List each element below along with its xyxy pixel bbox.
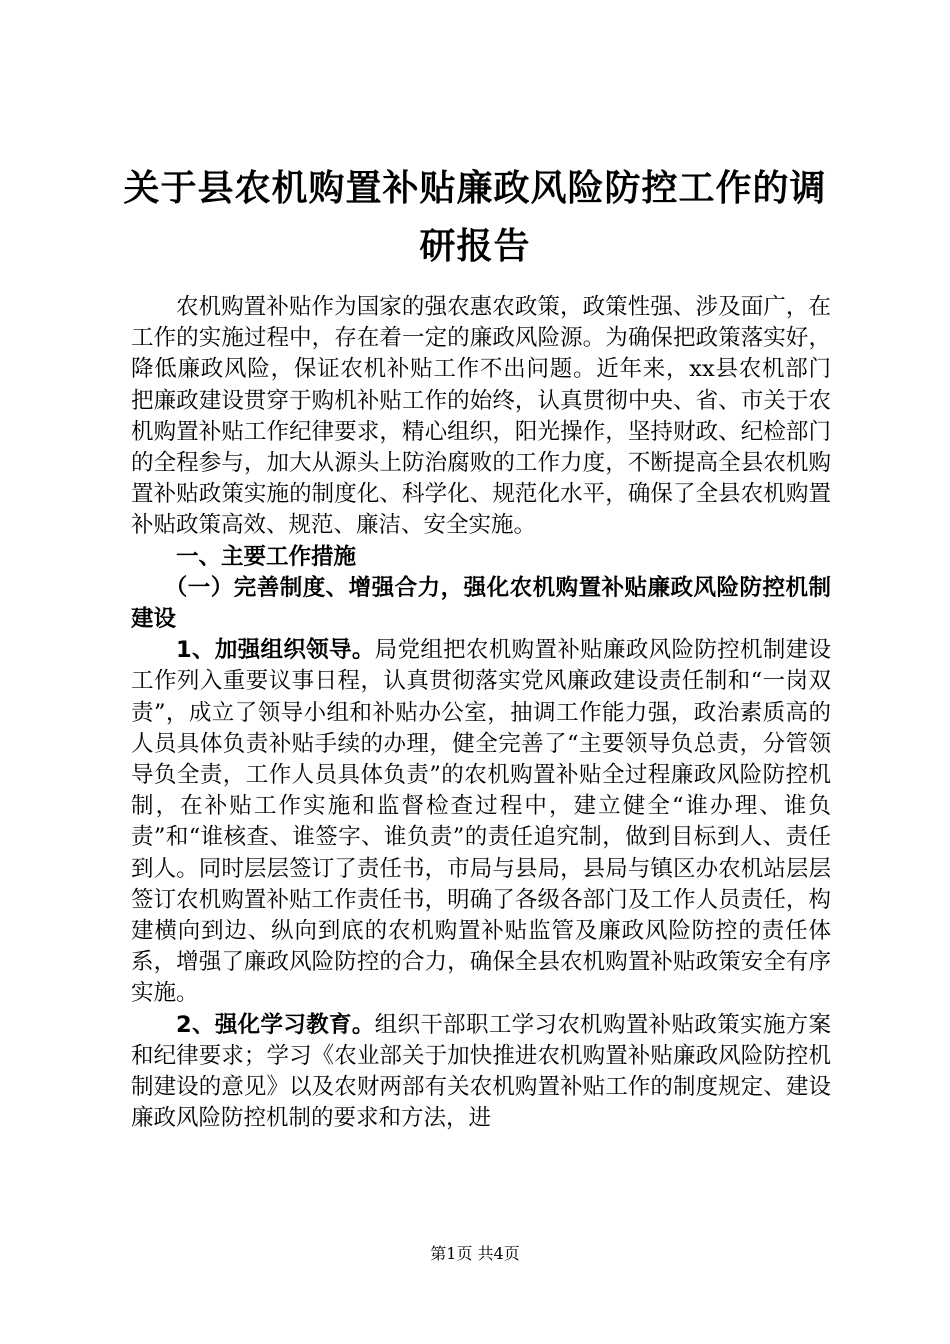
intro-paragraph: 农机购置补贴作为国家的强农惠农政策，政策性强、涉及面广，在工作的实施过程中，存在着一定的廉政风险源。为确保把政策落实好，降低廉政风险，保证农机补贴工作不出问题。近年来，xx县农机部门把廉政建设贯穿于购机补贴工作的始终，认真贯彻中央、省、市关于农机购置补贴工作纪律要求，精心组织，阳光操作，坚持财政、纪检部门的全程参与，加大从源头上防治腐败的工作力度，不断提高全县农机购置补贴政策实施的制度化、科学化、规范化水平，确保了全县农机购置补贴政策高效、规范、廉洁、安全实施。 <box>131 294 831 539</box>
document-body <box>131 292 831 1134</box>
subsection-heading-1: （一）完善制度、增强合力，强化农机购置补贴廉政风险防控机制建设 <box>131 574 831 633</box>
page-footer: 第1页 共4页 <box>430 1244 520 1263</box>
item-lead-2: 2、强化学习教育。 <box>176 1011 375 1038</box>
document-title: 关于县农机购置补贴廉政风险防控工作的调研报告 <box>123 168 827 267</box>
section-heading-1: 一、主要工作措施 <box>176 543 357 570</box>
item-text-2: 组织干部职工学习农机购置补贴政策实施方案和纪律要求；学习《农业部关于加快推进农机购置补贴廉政风险防控机制建设的意见》以及农财两部有关农机购置补贴工作的制度规定、建设廉政风险防控机制的要求和方法，进 <box>131 1011 831 1132</box>
item-lead-1: 1、加强组织领导。 <box>176 637 375 664</box>
item-paragraph-1 <box>131 635 831 1009</box>
item-paragraph-2 <box>131 1010 831 1135</box>
item-text-1: 局党组把农机购置补贴廉政风险防控机制建设工作列入重要议事日程，认真贯彻落实党风廉政建设责任制和“一岗双责”，成立了领导小组和补贴办公室，抽调工作能力强，政治素质高的人员具体负责补贴手续的办理，健全完善了“主要领导负总责，分管领导负全责，工作人员具体负责”的农机购置补贴全过程廉政风险防控机制，在补贴工作实施和监督检查过程中，建立健全“谁办理、谁负责”和“谁核查、谁签字、谁负责”的责任追究制，做到目标到人、责任到人。同时层层签订了责任书，市局与县局，县局与镇区办农机站层层签订农机购置补贴工作责任书，明确了各级各部门及工作人员责任，构建横向到边、纵向到底的农机购置补贴监管及廉政风险防控的责任体系，增强了廉政风险防控的合力，确保全县农机购置补贴政策安全有序实施。 <box>131 637 831 1007</box>
